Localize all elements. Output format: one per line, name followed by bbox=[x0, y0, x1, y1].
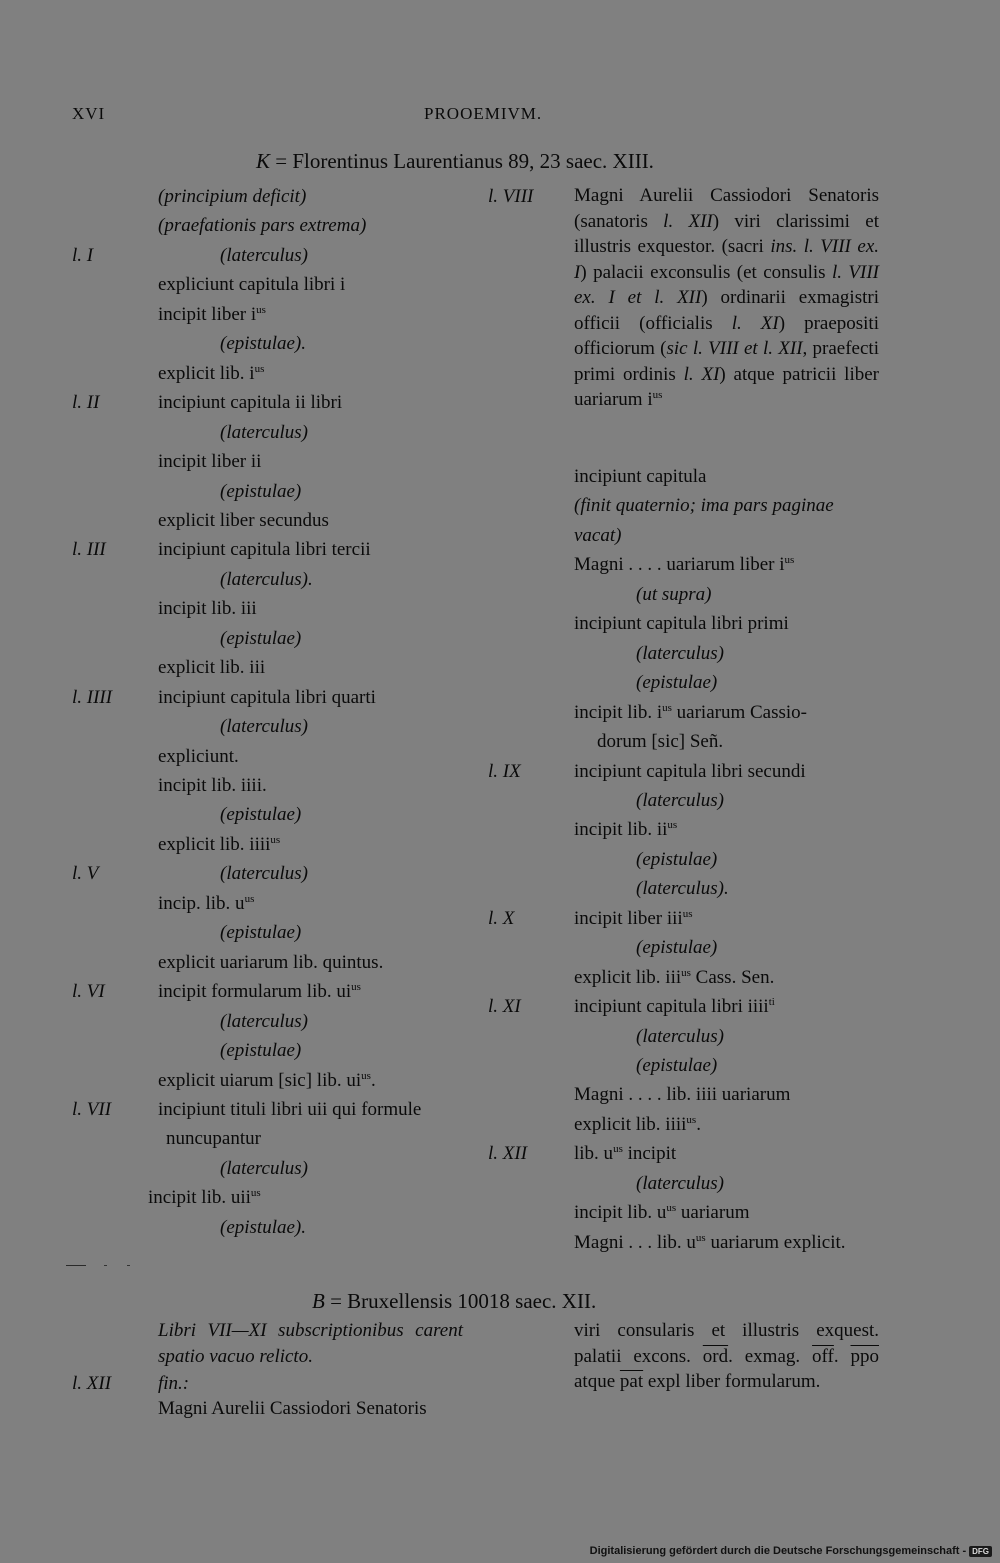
book-label: l. VI bbox=[72, 981, 105, 1003]
subscription-line bbox=[574, 1202, 749, 1224]
editorial-note bbox=[574, 495, 834, 517]
subscription-line bbox=[158, 510, 329, 532]
scan-speck bbox=[127, 1265, 130, 1266]
subscription-line bbox=[574, 1084, 790, 1106]
editorial-note bbox=[220, 422, 308, 444]
line-text: explicit liber secundus bbox=[158, 509, 329, 531]
line-text: incipiunt capitula libri iiii bbox=[574, 996, 769, 1018]
superscript-abbrev: us bbox=[662, 701, 672, 714]
line-text: explicit lib. i bbox=[158, 362, 255, 384]
superscript-abbrev: us bbox=[613, 1143, 623, 1156]
line-text: (epistulae) bbox=[220, 480, 302, 502]
editorial-note bbox=[574, 525, 621, 547]
subscription-line bbox=[574, 466, 706, 488]
line-text: incipiunt capitula libri tercii bbox=[158, 539, 371, 561]
line-text: (laterculus) bbox=[220, 1157, 308, 1179]
subscription-line bbox=[574, 1232, 846, 1254]
line-text: explicit lib. iii bbox=[574, 966, 682, 988]
subscription-line bbox=[574, 554, 794, 576]
editorial-note bbox=[158, 215, 366, 237]
editorial-note bbox=[220, 1158, 308, 1180]
line-text: (ut supra) bbox=[636, 583, 712, 605]
line-text: (laterculus) bbox=[220, 863, 308, 885]
line-text: incipiunt capitula ii libri bbox=[158, 392, 343, 414]
book-label: l. IIII bbox=[72, 686, 113, 708]
line-text: Magni . . . . lib. iiii uariarum bbox=[574, 1084, 791, 1106]
subscription-line bbox=[158, 746, 239, 768]
line-text: Magni . . . . uariarum liber i bbox=[574, 554, 785, 576]
line-text: incipiunt capitula bbox=[574, 466, 707, 487]
book-label: l. III bbox=[72, 539, 106, 561]
superscript-abbrev: us bbox=[361, 1069, 371, 1082]
section-b-title bbox=[312, 1289, 596, 1314]
line-text: (epistulae) bbox=[220, 804, 302, 826]
line-text: incipiunt capitula libri primi bbox=[574, 613, 789, 635]
editorial-note bbox=[220, 245, 308, 267]
line-text: lib. u bbox=[574, 1143, 614, 1165]
editorial-note bbox=[220, 1217, 306, 1239]
subscription-line bbox=[158, 657, 265, 679]
editorial-note bbox=[636, 1055, 717, 1077]
line-text: expliciunt capitula libri i bbox=[158, 274, 346, 296]
superscript-abbrev: us bbox=[666, 1202, 677, 1215]
running-title: PROOEMIVM. bbox=[424, 104, 543, 123]
line-text: (epistulae). bbox=[220, 333, 307, 355]
book-label: l. XI bbox=[488, 996, 521, 1018]
line-text: incipit liber i bbox=[158, 303, 257, 325]
line-text-tail: uariarum Cassio- bbox=[671, 701, 807, 723]
subscription-line bbox=[158, 1099, 421, 1121]
scan-speck bbox=[66, 1265, 86, 1266]
subscription-line bbox=[597, 731, 723, 753]
line-text: (epistulae) bbox=[220, 627, 302, 649]
editorial-note bbox=[636, 1173, 724, 1195]
superscript-abbrev: us bbox=[270, 833, 281, 846]
footer-dash: - bbox=[962, 1545, 967, 1557]
superscript-abbrev: us bbox=[244, 892, 255, 905]
line-text: (epistulae) bbox=[636, 1055, 718, 1076]
line-text: (epistulae) bbox=[636, 848, 718, 870]
line-text: (praefationis pars extrema) bbox=[158, 215, 367, 237]
line-text: (finit quaternio; ima pars paginae bbox=[574, 495, 834, 517]
editorial-note bbox=[220, 569, 313, 591]
book-viii-title-block: Magni Aurelii Cassiodori Senatoris (sanatoris l. XII) viri clarissimi et illustris exquestor. (sacri ins. l. VIII ex. I) palacii exconsulis (et consulis l. VIII ex. I et l. XII) ordinarii exmagistri officii (officialis l. XI) praepositi officiorum (sic l. VIII et l. XII, praefecti primi ordinis l. XI) atque patricii liber uariarum $i^{us}$ bbox=[574, 185, 879, 410]
book-label: l. VII bbox=[72, 1098, 112, 1120]
line-text: incipit liber ii bbox=[158, 451, 262, 473]
book-label: l. VIII bbox=[488, 186, 534, 207]
superscript-abbrev: us bbox=[695, 1231, 706, 1244]
subscription-line bbox=[158, 834, 280, 856]
line-text: (epistulae). bbox=[220, 1216, 307, 1238]
subscription-line bbox=[148, 1187, 261, 1209]
subscription-line bbox=[158, 775, 267, 797]
subscription-line bbox=[166, 1128, 261, 1150]
line-text: explicit uariarum lib. quintus. bbox=[158, 951, 384, 973]
book-label: l. IX bbox=[488, 760, 521, 782]
editorial-note bbox=[220, 1040, 301, 1062]
editorial-note bbox=[220, 628, 301, 650]
superscript-abbrev: us bbox=[667, 819, 678, 832]
subscription-line bbox=[158, 952, 383, 974]
line-text-tail: . bbox=[370, 1069, 376, 1091]
line-text: (epistulae) bbox=[220, 922, 302, 944]
subscription-line bbox=[574, 1143, 676, 1165]
line-text: Magni . . . lib. u bbox=[574, 1231, 696, 1253]
book-label: l. V bbox=[72, 863, 99, 885]
line-text-tail: uariarum bbox=[676, 1202, 750, 1224]
line-text: (laterculus) bbox=[636, 642, 724, 664]
book-label: l. XII bbox=[72, 1373, 112, 1394]
footer-credit bbox=[590, 1545, 992, 1557]
line-text: incipiunt tituli libri uii qui formule bbox=[158, 1098, 422, 1120]
subscription-line bbox=[158, 274, 345, 296]
line-text: incipiunt capitula libri secundi bbox=[574, 760, 806, 782]
superscript-abbrev: us bbox=[256, 303, 266, 316]
line-text: dorum [sic] Señ. bbox=[597, 731, 724, 753]
subscription-line bbox=[158, 451, 261, 473]
editorial-note bbox=[220, 804, 301, 826]
line-text-tail: . bbox=[696, 1113, 701, 1135]
line-text: incipit lib. iii bbox=[158, 598, 257, 620]
editorial-note bbox=[220, 333, 306, 355]
line-text: (laterculus) bbox=[636, 1025, 724, 1047]
editorial-note bbox=[220, 1011, 308, 1033]
line-text: incipit lib. uii bbox=[148, 1187, 251, 1209]
superscript-abbrev: ti bbox=[768, 996, 775, 1009]
fin-note: fin.: bbox=[158, 1373, 190, 1394]
subscription-line bbox=[158, 981, 361, 1003]
editorial-note bbox=[220, 481, 301, 503]
subscription-line bbox=[158, 893, 254, 915]
superscript-abbrev: us bbox=[254, 362, 265, 375]
superscript-abbrev: us bbox=[250, 1187, 261, 1200]
editorial-note bbox=[220, 863, 308, 885]
subscription-line bbox=[574, 967, 774, 989]
editorial-note bbox=[636, 790, 724, 812]
section-b-title-rest: = Bruxellensis 10018 saec. XII. bbox=[330, 1289, 597, 1313]
line-text: explicit lib. iiii bbox=[574, 1113, 687, 1135]
book-label: l. X bbox=[488, 907, 515, 929]
line-text: (laterculus) bbox=[220, 244, 308, 266]
line-text: incipiunt capitula libri quarti bbox=[158, 686, 376, 708]
siglum-b: B bbox=[312, 1289, 325, 1313]
line-text: (laterculus) bbox=[220, 1010, 308, 1032]
subscription-line bbox=[158, 687, 376, 709]
subscription-line bbox=[158, 363, 264, 385]
dfg-logo-icon: DFG bbox=[969, 1546, 992, 1557]
subscription-line bbox=[574, 613, 789, 635]
line-text: (laterculus) bbox=[636, 789, 724, 811]
line-text: (epistulae) bbox=[636, 672, 718, 694]
section-b-right-text: viri consularis et illustris exquest. palatii excons. $\overline{ord}$. exmag. $\overline{off}$. $\overline{ppo}$ atque $\overline{pat}$ expl liber formularum. bbox=[574, 1320, 879, 1392]
subscription-line bbox=[574, 908, 692, 930]
subscription-line bbox=[574, 996, 775, 1018]
editorial-note bbox=[636, 878, 729, 900]
line-text: incipit lib. i bbox=[574, 701, 663, 723]
line-text: (principium deficit) bbox=[158, 186, 307, 207]
editorial-note bbox=[636, 672, 717, 694]
superscript-abbrev: us bbox=[351, 981, 361, 994]
siglum-k: K bbox=[256, 149, 271, 173]
line-text: incipit formularum lib. ui bbox=[158, 981, 352, 1003]
editorial-note bbox=[220, 922, 301, 944]
superscript-abbrev: us bbox=[682, 907, 693, 920]
line-text: (epistulae) bbox=[220, 1040, 302, 1062]
superscript-abbrev: us bbox=[681, 966, 691, 979]
editorial-note bbox=[636, 1026, 724, 1048]
line-text: incipit lib. ii bbox=[574, 819, 668, 841]
line-text: expliciunt. bbox=[158, 745, 239, 767]
line-text: incipit lib. iiii. bbox=[158, 775, 267, 796]
line-text: (laterculus) bbox=[636, 1172, 724, 1194]
line-text: (laterculus) bbox=[220, 421, 308, 443]
line-text-tail: incipit bbox=[622, 1143, 677, 1165]
book-label: l. I bbox=[72, 244, 94, 266]
page-number: XVI bbox=[72, 104, 106, 123]
section-k-title bbox=[256, 149, 654, 174]
editorial-note bbox=[636, 849, 717, 871]
superscript-abbrev: us bbox=[784, 554, 795, 567]
subscription-line bbox=[158, 539, 371, 561]
line-text: explicit lib. iii bbox=[158, 657, 266, 679]
line-text: nuncupantur bbox=[166, 1128, 261, 1150]
superscript-abbrev: us bbox=[686, 1113, 697, 1126]
subscription-line bbox=[158, 304, 266, 326]
scan-speck bbox=[104, 1265, 107, 1266]
line-text: incip. lib. u bbox=[158, 892, 245, 914]
footer-text: Digitalisierung gefördert durch die Deutsche Forschungsgemeinschaft bbox=[589, 1545, 960, 1557]
book-label: l. XII bbox=[488, 1143, 528, 1165]
line-text: (laterculus). bbox=[636, 878, 729, 900]
section-b-note: Libri VII—XI subscriptionibus carent spatio vacuo relicto. bbox=[158, 1320, 463, 1367]
editorial-note bbox=[158, 186, 306, 208]
subscription-line bbox=[574, 702, 807, 724]
editorial-note bbox=[636, 937, 717, 959]
subscription-line bbox=[158, 598, 257, 620]
editorial-note bbox=[636, 584, 711, 606]
line-text: explicit uiarum [sic] lib. ui bbox=[158, 1069, 362, 1091]
line-text: vacat) bbox=[574, 524, 622, 546]
editorial-note bbox=[220, 716, 308, 738]
line-text-tail: Cass. Sen. bbox=[690, 966, 775, 988]
subscription-line bbox=[574, 1114, 701, 1136]
line-text: explicit lib. iiii bbox=[158, 833, 271, 855]
line-text-tail: uariarum explicit. bbox=[705, 1231, 846, 1253]
line-text: incipit lib. u bbox=[574, 1202, 667, 1224]
subscription-line bbox=[574, 761, 806, 783]
book-label: l. II bbox=[72, 392, 100, 414]
subscription-line bbox=[158, 392, 342, 414]
editorial-note bbox=[636, 643, 724, 665]
subscription-line: Magni Aurelii Cassiodori Senatoris bbox=[158, 1398, 427, 1419]
section-k-title-rest: = Florentinus Laurentianus 89, 23 saec. XIII. bbox=[275, 149, 654, 173]
line-text: (epistulae) bbox=[636, 937, 718, 959]
line-text: (laterculus) bbox=[220, 716, 308, 738]
subscription-line bbox=[574, 819, 677, 841]
subscription-line bbox=[158, 1070, 376, 1092]
line-text: (laterculus). bbox=[220, 568, 313, 590]
line-text: incipit liber iii bbox=[574, 907, 683, 929]
